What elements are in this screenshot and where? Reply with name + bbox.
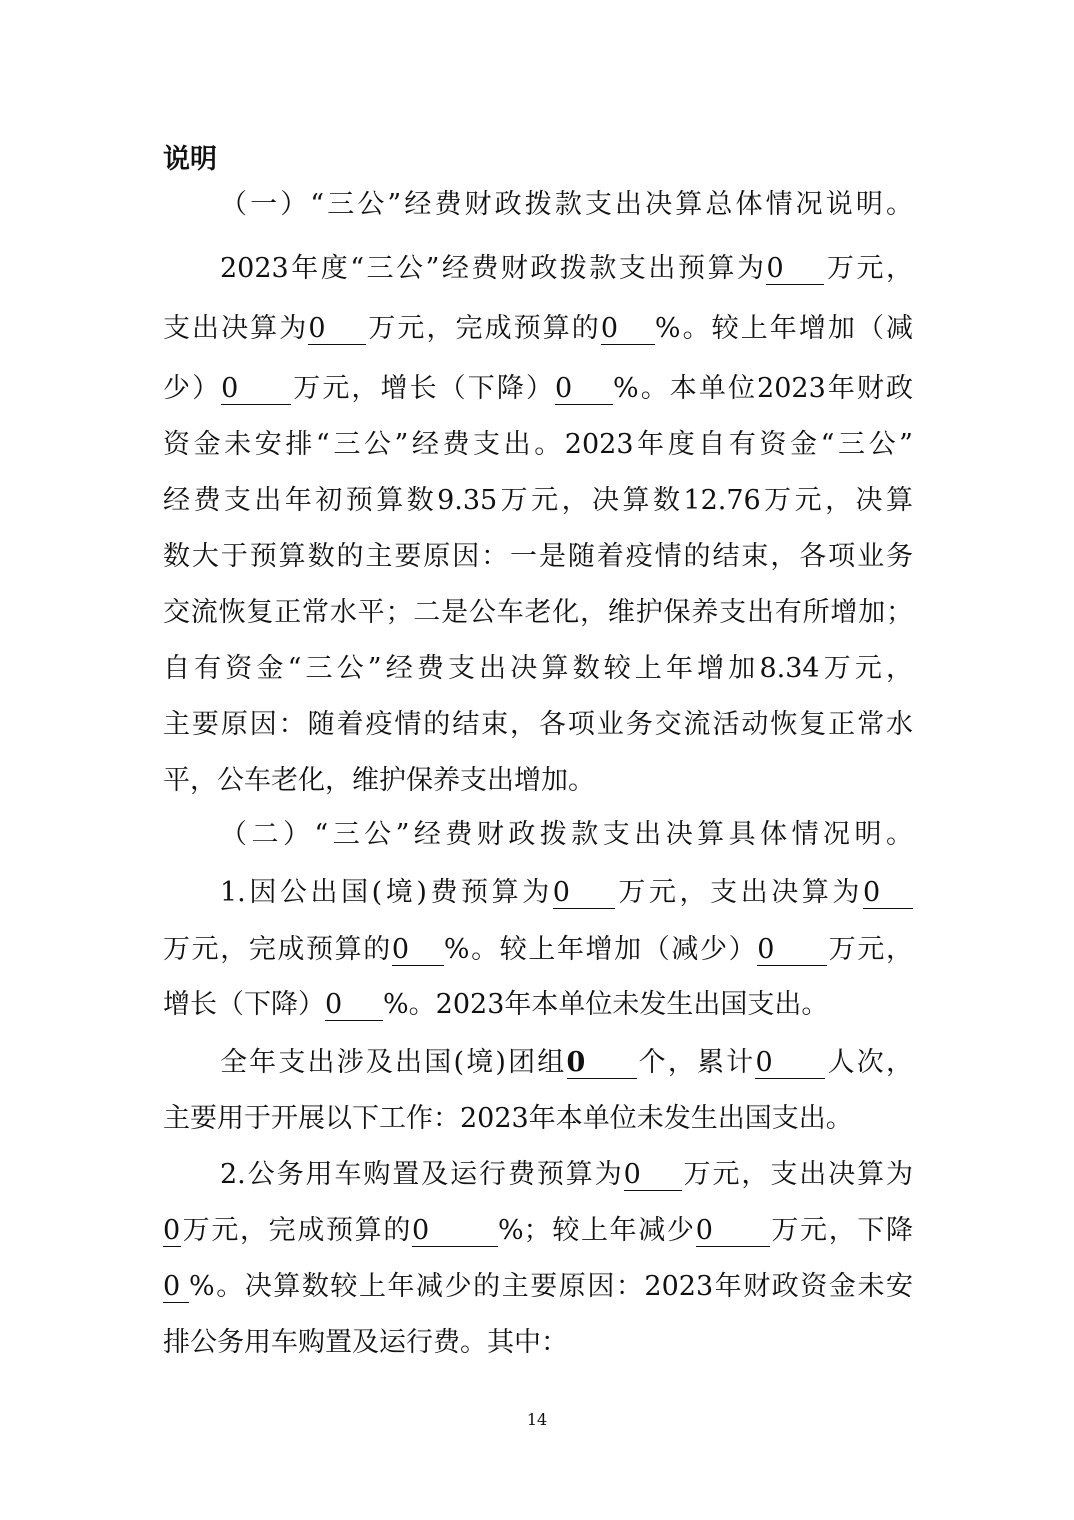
paragraph-line: 主要原因：随着疫情的结束，各项业务交流活动恢复正常水 [163, 709, 913, 740]
paragraph-line: 2.公务用车购置及运行费预算为0 万元，支出决算为 [220, 1159, 913, 1190]
blank-field: 0 [555, 374, 613, 405]
blank-field: 0 [863, 878, 913, 909]
blank-field: 0 [696, 1216, 770, 1247]
paragraph-line: 排公务用车购置及运行费。其中： [163, 1327, 568, 1358]
paragraph-line: 自有资金“三公”经费支出决算数较上年增加8.34万元， [163, 653, 913, 684]
paragraph-line: 全年支出涉及出国(境)团组0 个，累计0 人次， [220, 1047, 913, 1078]
paragraph-line: 支出决算为0 万元，完成预算的0 %。较上年增加（减 [163, 313, 914, 344]
paragraph-line: 交流恢复正常水平；二是公车老化，维护保养支出有所增加； [163, 597, 913, 628]
paragraph-line: 平，公车老化，维护保养支出增加。 [163, 765, 595, 796]
page-number: 14 [526, 1410, 548, 1429]
section-1-title: （一）“三公”经费财政拨款支出决算总体情况说明。 [220, 189, 913, 220]
section-2-title: （二）“三公”经费财政拨款支出决算具体情况明。 [220, 819, 913, 850]
blank-field: 0 [755, 1048, 825, 1079]
paragraph-line: 0万元，完成预算的0 %；较上年减少0 万元，下降 [163, 1215, 914, 1246]
blank-field: 0 [567, 1048, 637, 1079]
paragraph-line: 数大于预算数的主要原因：一是随着疫情的结束，各项业务 [163, 541, 913, 572]
paragraph-line: 增长（下降）0 %。2023年本单位未发生出国支出。 [163, 989, 829, 1020]
blank-field: 0 [601, 314, 655, 345]
blank-field: 0 [163, 1215, 181, 1246]
blank-field: 0 [221, 374, 291, 405]
paragraph-line: 主要用于开展以下工作：2023年本单位未发生出国支出。 [163, 1103, 853, 1134]
blank-field: 0 [163, 1272, 189, 1303]
paragraph-line: 万元，完成预算的0 %。较上年增加（减少）0 万元， [163, 934, 914, 965]
blank-field: 0 [392, 935, 444, 966]
blank-field: 0 [308, 314, 366, 345]
blank-field: 0 [766, 254, 824, 285]
paragraph-line: 资金未安排“三公”经费支出。2023年度自有资金“三公” [163, 429, 913, 460]
paragraph-line: 0 %。决算数较上年减少的主要原因：2023年财政资金未安 [163, 1271, 913, 1302]
blank-field: 0 [624, 1160, 682, 1191]
blank-field: 0 [325, 990, 383, 1021]
paragraph-line: 2023年度“三公”经费财政拨款支出预算为0 万元， [220, 253, 913, 284]
blank-field: 0 [553, 878, 615, 909]
paragraph-line: 1.因公出国(境)费预算为0 万元，支出决算为0 [220, 873, 913, 913]
paragraph-line: 少）0 万元，增长（下降）0 %。本单位2023年财政 [163, 373, 914, 404]
paragraph-line: 经费支出年初预算数9.35万元，决算数12.76万元，决算 [163, 485, 913, 516]
blank-field: 0 [757, 935, 827, 966]
blank-field: 0 [412, 1216, 498, 1247]
page-title: 说明 [163, 144, 217, 175]
